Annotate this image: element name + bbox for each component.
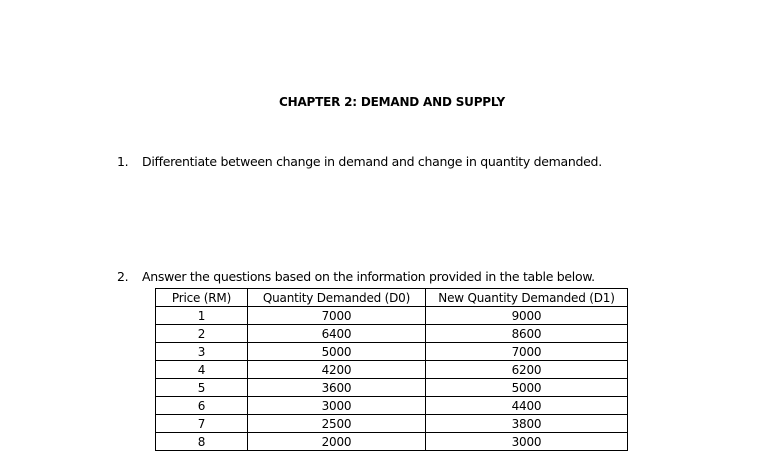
price-cell: 1	[156, 307, 248, 325]
d1-cell: 4400	[426, 397, 628, 415]
table-row	[156, 325, 628, 343]
table-row	[156, 415, 628, 433]
d0-cell: 3600	[248, 379, 426, 397]
d1-cell: 6200	[426, 361, 628, 379]
table-row	[156, 433, 628, 451]
price-cell: 3	[156, 343, 248, 361]
demand-table	[155, 288, 628, 451]
table-row	[156, 361, 628, 379]
d1-cell: 7000	[426, 343, 628, 361]
d0-cell: 7000	[248, 307, 426, 325]
d1-cell: 9000	[426, 307, 628, 325]
d0-cell: 3000	[248, 397, 426, 415]
table-row	[156, 343, 628, 361]
header-quantity-demanded-d0: Quantity Demanded (D0)	[248, 289, 426, 307]
question-1-text: Differentiate between change in demand and change in quantity demanded.	[142, 154, 602, 169]
table-header-row	[156, 289, 628, 307]
d0-cell: 2500	[248, 415, 426, 433]
table-row	[156, 307, 628, 325]
d0-cell: 6400	[248, 325, 426, 343]
price-cell: 2	[156, 325, 248, 343]
d0-cell: 5000	[248, 343, 426, 361]
header-new-quantity-demanded-d1: New Quantity Demanded (D1)	[426, 289, 628, 307]
d1-cell: 3800	[426, 415, 628, 433]
d1-cell: 3000	[426, 433, 628, 451]
d1-cell: 8600	[426, 325, 628, 343]
question-1-number: 1.	[117, 154, 129, 169]
price-cell: 7	[156, 415, 248, 433]
table-row	[156, 379, 628, 397]
question-2	[117, 269, 595, 284]
price-cell: 6	[156, 397, 248, 415]
d0-cell: 4200	[248, 361, 426, 379]
question-1	[117, 154, 602, 169]
d1-cell: 5000	[426, 379, 628, 397]
price-cell: 8	[156, 433, 248, 451]
price-cell: 5	[156, 379, 248, 397]
chapter-title: CHAPTER 2: DEMAND AND SUPPLY	[279, 95, 505, 109]
price-cell: 4	[156, 361, 248, 379]
header-price: Price (RM)	[156, 289, 248, 307]
question-2-number: 2.	[117, 269, 129, 284]
table-row	[156, 397, 628, 415]
question-2-text: Answer the questions based on the information provided in the table below.	[142, 269, 595, 284]
d0-cell: 2000	[248, 433, 426, 451]
